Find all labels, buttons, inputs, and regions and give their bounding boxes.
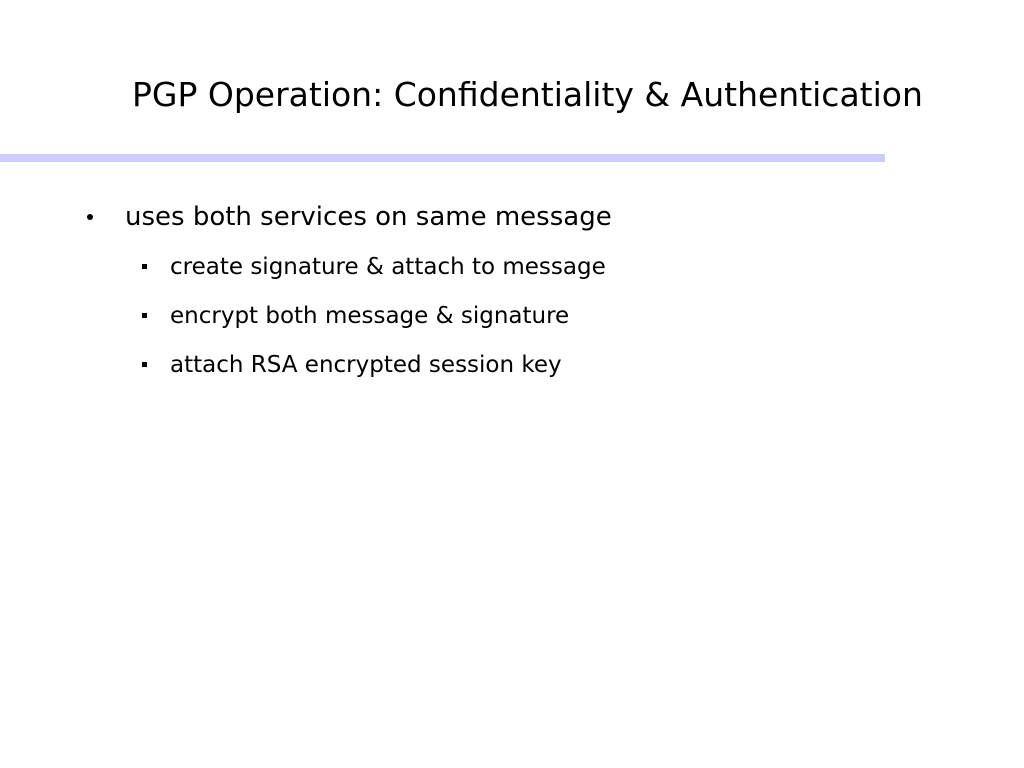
round-bullet-icon (87, 214, 93, 220)
square-bullet-icon (142, 313, 147, 318)
sub-bullet-list (0, 250, 1024, 397)
sub-bullet-item (0, 299, 1024, 348)
square-bullet-icon (142, 264, 147, 269)
slide-title: PGP Operation: Confidentiality & Authentication (132, 75, 923, 114)
bullet-item (0, 196, 1024, 240)
sub-bullet-item (0, 250, 1024, 299)
sub-bullet-item (0, 348, 1024, 397)
bullet-text: uses both services on same message (125, 202, 612, 232)
title-underline-rule (0, 154, 885, 162)
square-bullet-icon (142, 362, 147, 367)
sub-bullet-text: attach RSA encrypted session key (170, 352, 562, 378)
sub-bullet-text: create signature & attach to message (170, 254, 606, 280)
sub-bullet-text: encrypt both message & signature (170, 303, 570, 329)
